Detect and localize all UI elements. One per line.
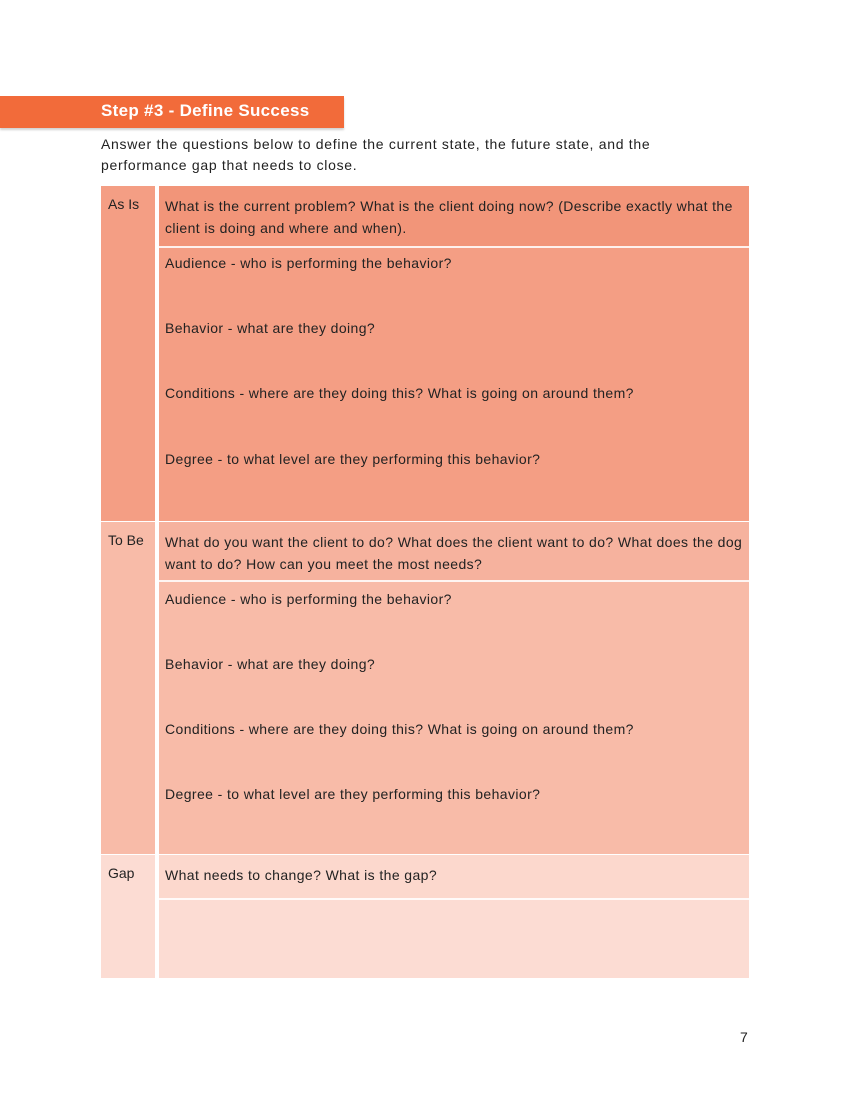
question-gap: What needs to change? What is the gap?: [165, 867, 438, 883]
section-as-is: [101, 186, 749, 521]
intro-text: Answer the questions below to define the current state, the future state, and the performance gap that needs to close.: [101, 136, 651, 173]
row-label-gap: Gap: [108, 865, 135, 881]
question-cell: [159, 522, 749, 580]
answer-area-gap[interactable]: [159, 855, 749, 978]
row-divider: [159, 580, 749, 582]
answer-area-to-be[interactable]: [159, 522, 749, 854]
prompt-conditions: Conditions - where are they doing this? What is going on around them?: [165, 385, 634, 401]
section-to-be: [101, 522, 749, 854]
question-to-be: What do you want the client to do? What does the client want to do? What does the dog want to do? How can you meet the most needs?: [165, 534, 743, 572]
prompt-degree: Degree - to what level are they performing this behavior?: [165, 451, 541, 467]
row-label-to-be: To Be: [108, 532, 144, 548]
row-label-as-is: As Is: [108, 196, 140, 212]
prompt-audience: Audience - who is performing the behavior?: [165, 255, 452, 271]
row-divider: [159, 246, 749, 248]
row-label-cell: [101, 186, 157, 521]
question-as-is: What is the current problem? What is the client doing now? (Describe exactly what the client is doing and where and when).: [165, 198, 733, 236]
prompt-behavior: Behavior - what are they doing?: [165, 320, 376, 336]
row-label-cell: [101, 522, 157, 854]
row-label-cell: [101, 855, 157, 978]
prompt-audience: Audience - who is performing the behavior?: [165, 591, 452, 607]
page-number: 7: [740, 1029, 748, 1045]
question-cell: [159, 186, 749, 246]
prompt-conditions: Conditions - where are they doing this? What is going on around them?: [165, 721, 634, 737]
answer-area-as-is[interactable]: [159, 186, 749, 521]
section-gap: [101, 855, 749, 978]
row-divider: [159, 898, 749, 900]
question-cell: [159, 855, 749, 898]
step-title: Step #3 - Define Success: [101, 101, 310, 120]
prompt-behavior: Behavior - what are they doing?: [165, 656, 376, 672]
prompt-degree: Degree - to what level are they performing this behavior?: [165, 786, 541, 802]
